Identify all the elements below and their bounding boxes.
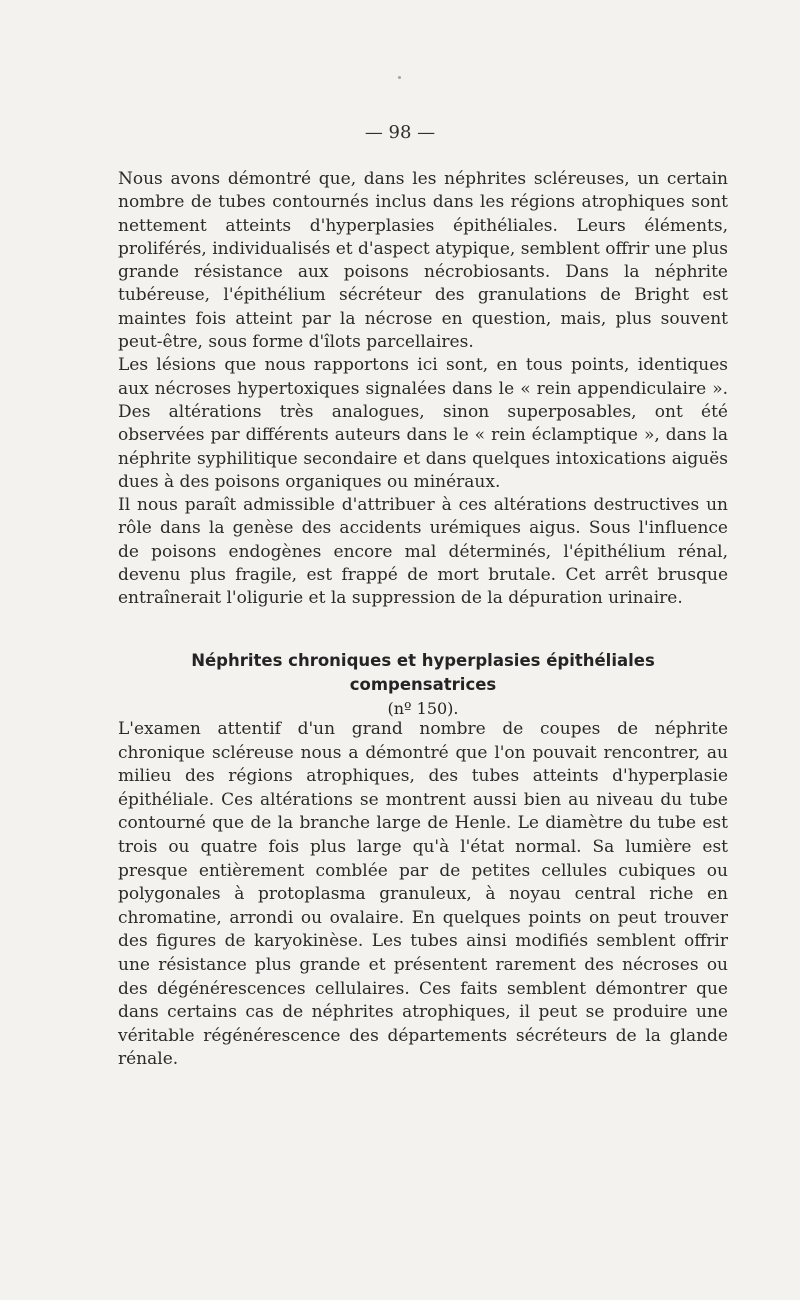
scan-speck [398, 76, 401, 79]
paragraph-3: Il nous paraît admissible d'attribuer à ces altérations destructives un rôle dans la genèse des accidents urémiques aigus. Sous l'influence de poisons endogènes encore mal déterminés, l'épithélium rénal, devenu plus fragile, est frappé de mort brutale. Cet arrêt brusque entraînerait l'oligurie et la suppression de la dépuration urinaire. [118, 495, 728, 609]
section-2-text [118, 718, 728, 1072]
paragraph-2: Les lésions que nous rapportons ici sont, en tous points, identiques aux nécroses hypertoxiques signalées dans le « rein appendiculaire ». Des altérations très analogues, sinon superposables, ont été observées par différents auteurs dans le « rein éclamptique », dans la néphrite syphilitique secondaire et dans quelques intoxications aiguës dues à des poisons organiques ou minéraux. [118, 355, 728, 492]
section-1-text [118, 168, 728, 611]
page-number: — 98 — [364, 122, 436, 143]
paragraph-1: Nous avons démontré que, dans les néphrites scléreuses, un certain nombre de tubes contournés inclus dans les régions atrophiques sont nettement atteints d'hyperplasies épithéliales. Leurs éléments, proliférés, individualisés et d'aspect atypique, semblent offrir une plus grande résistance aux poisons nécrobiosants. Dans la néphrite tubéreuse, l'épithélium sécréteur des granulations de Bright est maintes fois atteint par la nécrose en question, mais, plus souvent peut-être, sous forme d'îlots parcellaires. [118, 169, 728, 353]
paragraph-4: L'examen attentif d'un grand nombre de coupes de néphrite chronique scléreuse nous a démontré que l'on pouvait rencontrer, au milieu des régions atrophiques, des tubes atteints d'hyperplasie épithéliale. Ces altérations se montrent aussi bien au niveau du tube contourné que de la branche large de Henle. Le diamètre du tube est trois ou quatre fois plus large qu'à l'état normal. Sa lumière est presque entièrement comblée par de petites cellules cubiques ou polygonales à protoplasma granuleux, à noyau central riche en chromatine, arrondi ou ovalaire. En quelques points on peut trouver des figures de karyokinèse. Les tubes ainsi modifiés semblent offrir une résistance plus grande et présentent rarement des nécroses ou des dégénérescences cellulaires. Ces faits semblent démontrer que dans certains cas de néphrites atrophiques, il peut se produire une véritable régénérescence des départements sécréteurs de la glande rénale. [118, 719, 728, 1070]
section-heading [118, 649, 728, 721]
section-heading-reference: (nº 150). [387, 699, 459, 718]
section-heading-title: Néphrites chroniques et hyperplasies épithéliales compensatrices [191, 651, 655, 694]
